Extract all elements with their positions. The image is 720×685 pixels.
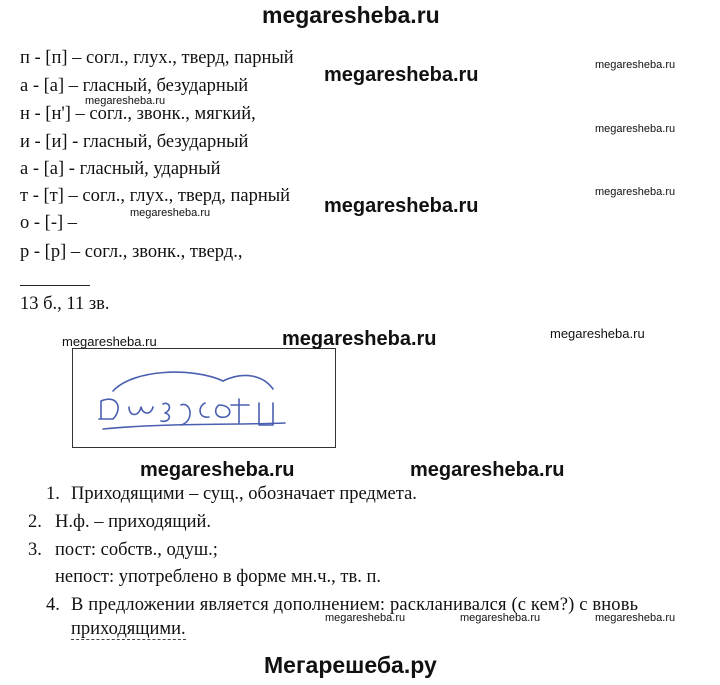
- watermark: megaresheba.ru: [324, 64, 479, 86]
- watermark-small: megaresheba.ru: [595, 123, 676, 135]
- watermark-small: megaresheba.ru: [85, 95, 166, 107]
- letter-sound-count: 13 б., 11 зв.: [20, 294, 110, 314]
- phonetic-line-3: н - [н'] – согл., звонк., мягкий,: [20, 104, 256, 124]
- analysis-item-4-continuation: приходящими.: [71, 619, 186, 639]
- watermark-small: megaresheba.ru: [130, 207, 211, 219]
- analysis-item-3-continuation: непост: употреблено в форме мн.ч., тв. п.: [55, 567, 381, 587]
- phonetic-line-8: р - [р] – согл., звонк., тверд.,: [20, 242, 243, 262]
- handwritten-word-box: [72, 348, 336, 448]
- site-footer: Мегарешеба.ру: [264, 652, 437, 678]
- watermark: megaresheba.ru: [410, 459, 565, 481]
- handwritten-word: [95, 379, 255, 414]
- watermark-small: megaresheba.ru: [595, 186, 676, 198]
- watermark-small: megaresheba.ru: [460, 612, 541, 624]
- phonetic-line-2: а - [а] – гласный, безударный: [20, 76, 249, 96]
- watermark-small: megaresheba.ru: [325, 612, 406, 624]
- phonetic-line-4: и - [и] - гласный, безударный: [20, 132, 249, 152]
- analysis-item-3: пост: собств., одуш.;: [55, 540, 218, 560]
- analysis-item-1: Приходящими – сущ., обозначает предмета.: [71, 484, 417, 504]
- watermark-small: megaresheba.ru: [62, 334, 157, 349]
- phonetic-line-6: т - [т] – согл., глух., тверд, парный: [20, 186, 291, 206]
- watermark: megaresheba.ru: [282, 328, 437, 350]
- separator-rule: [20, 285, 90, 286]
- phonetic-line-7: о - [-] –: [20, 213, 78, 233]
- analysis-item-4: В предложении является дополнением: раскланивался (с кем?) с вновь: [71, 595, 639, 615]
- analysis-item-2: Н.ф. – приходящий.: [55, 512, 212, 532]
- watermark-small: megaresheba.ru: [595, 612, 676, 624]
- watermark-small: megaresheba.ru: [550, 326, 645, 341]
- watermark-small: megaresheba.ru: [595, 59, 676, 71]
- analysis-item-2-num: 2.: [28, 512, 42, 532]
- analysis-item-4-num: 4.: [46, 595, 60, 615]
- phonetic-line-5: а - [а] - гласный, ударный: [20, 159, 221, 179]
- watermark: megaresheba.ru: [324, 195, 479, 217]
- watermark: megaresheba.ru: [140, 459, 295, 481]
- phonetic-line-1: п - [п] – согл., глух., тверд, парный: [20, 48, 294, 68]
- site-header: megaresheba.ru: [262, 2, 440, 28]
- analysis-item-1-num: 1.: [46, 484, 60, 504]
- analysis-item-3-num: 3.: [28, 540, 42, 560]
